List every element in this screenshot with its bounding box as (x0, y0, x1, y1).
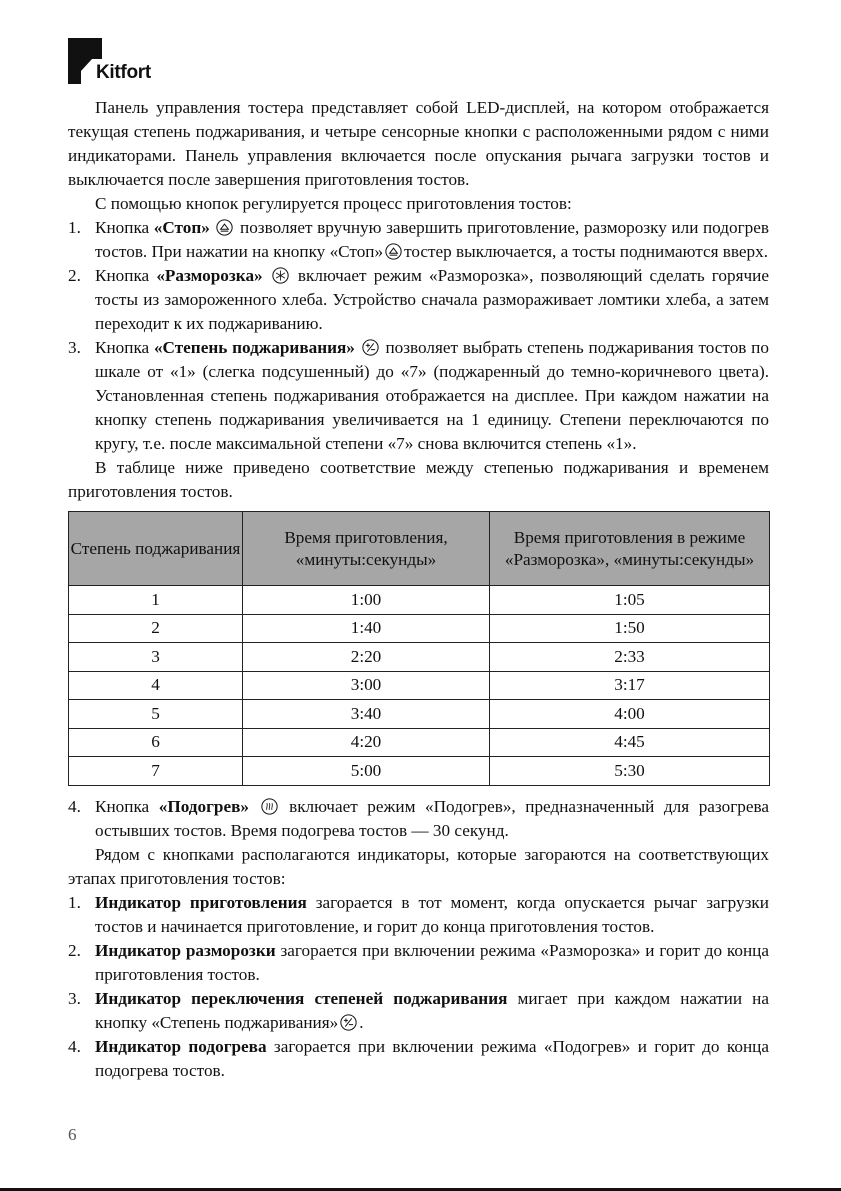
indicator-item: 1. Индикатор приготовления загорается в тот момент, когда опускается рычаг загрузки тостов и начинается приготовление, и горит до конца приготовления тостов. (68, 892, 769, 936)
table-row: 1 1:00 1:05 (69, 586, 770, 615)
list-item-browning: 3. Кнопка «Степень поджаривания» позволяет выбрать степень поджаривания тостов по шкале от «1» (слегка подсушенный) до «7» (поджаренный до темно-коричневого цвета). Установленная степень поджаривания отображается на дисплее. При каждом нажатии на кнопку степень поджаривания увеличивается на 1 единицу. Степени переключаются по кругу, т.е. после максимальной степени «7» снова включится степень «1». (68, 338, 769, 453)
reheat-label: «Подогрев» (158, 796, 249, 816)
browning-icon (362, 339, 379, 356)
indicator-item: 2. Индикатор разморозки загорается при включении режима «Разморозка» и горит до конца приготовления тостов. (68, 940, 769, 984)
list-item-reheat: 4. Кнопка «Подогрев» включает режим «Подогрев», предназначенный для разогрева остывших тостов. Время подогрева тостов — 30 секунд. (68, 796, 770, 840)
table-row: 7 5:00 5:30 (69, 757, 770, 786)
browning-time-table (68, 511, 770, 786)
reheat-icon (261, 798, 278, 815)
list-item-defrost: 2. Кнопка «Разморозка» включает режим «Разморозка», позволяющий сделать горячие тосты из замороженного хлеба. Устройство сначала размораживает ломтики хлеба, а затем переходит к их поджариванию. (68, 266, 769, 333)
browning-label: «Степень поджаривания» (153, 338, 355, 357)
stop-label: «Стоп» (153, 218, 210, 237)
browning-icon (340, 1014, 357, 1031)
indicator-item: 4. Индикатор подогрева загорается при включении режима «Подогрев» и горит до конца подогрева тостов. (68, 1036, 769, 1080)
brand-name: Kitfort (96, 62, 151, 83)
table-header-time: Время приготовления, «минуты:секунды» (243, 512, 490, 586)
intro-paragraph: Панель управления тостера представляет собой LED-дисплей, на котором отображается текущая степень поджаривания, и четыре сенсорные кнопки с расположенными рядом с ними индикаторами. Панель управления включается после опускания рычага загрузки тостов и выключается после завершения приготовления тостов. (68, 98, 769, 189)
table-intro: В таблице ниже приведено соответствие между степенью поджаривания и временем приготовления тостов. (68, 458, 769, 501)
manual-content (68, 96, 769, 1083)
table-row: 3 2:20 2:33 (69, 643, 770, 672)
table-header-level: Степень поджаривания (69, 512, 243, 586)
table-row: 6 4:20 4:45 (69, 728, 770, 757)
defrost-label: «Разморозка» (156, 266, 263, 285)
table-header-defrost-time: Время приготовления в режиме «Разморозка», «минуты:секунды» (490, 512, 770, 586)
defrost-icon (272, 267, 289, 284)
table-header-row (69, 512, 770, 586)
stop-icon (216, 219, 233, 236)
stop-icon (385, 243, 402, 260)
list-item-stop: 1. Кнопка «Стоп» позволяет вручную завершить приготовление, разморозку или подогрев тостов. При нажатии на кнопку «Стоп» тостер выключается, а тосты поднимаются вверх. (68, 218, 769, 261)
table-row: 5 3:40 4:00 (69, 700, 770, 729)
table-row: 2 1:40 1:50 (69, 614, 770, 643)
kitfort-logo (68, 38, 188, 88)
buttons-intro: С помощью кнопок регулируется процесс приготовления тостов: (95, 194, 572, 213)
indicator-item: 3. Индикатор переключения степеней поджаривания мигает при каждом нажатии на кнопку «Степень поджаривания» . (68, 988, 770, 1032)
indicators-intro: Рядом с кнопками располагаются индикаторы, которые загораются на соответствующих этапах приготовления тостов: (68, 844, 769, 888)
table-row: 4 3:00 3:17 (69, 671, 770, 700)
page-number: 6 (68, 1125, 77, 1144)
